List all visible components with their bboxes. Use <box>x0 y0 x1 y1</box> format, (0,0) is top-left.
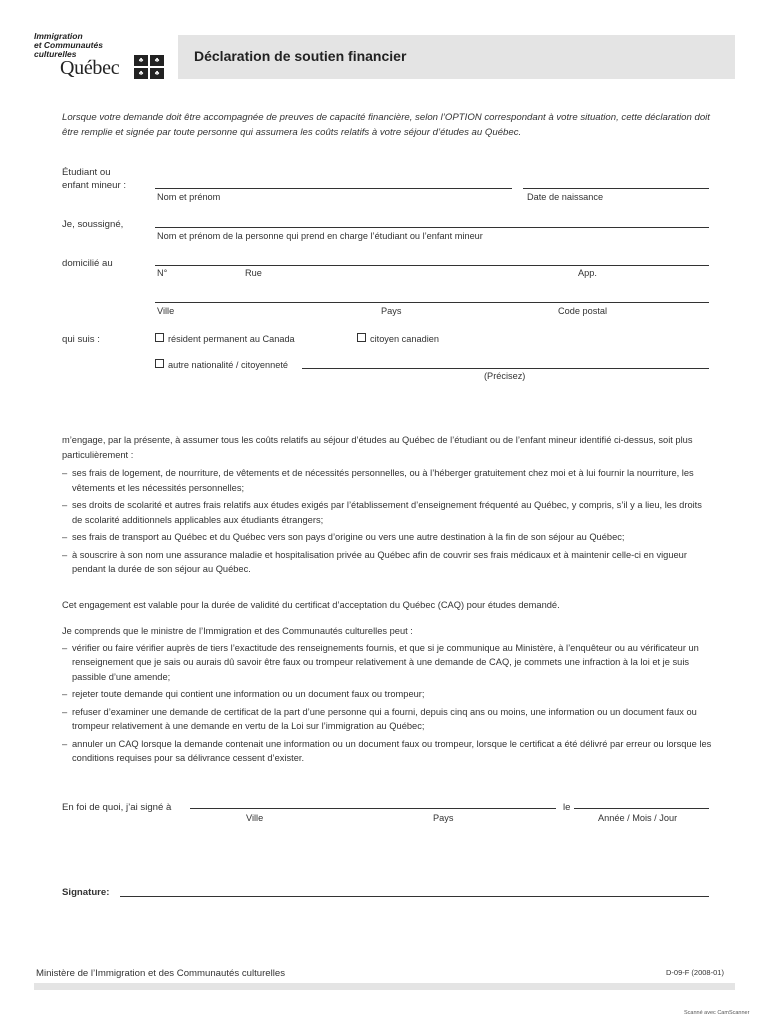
ministry-line-1: Immigration <box>34 31 83 41</box>
postal-caption: Code postal <box>558 306 608 316</box>
apt-caption: App. <box>578 268 597 278</box>
other-nationality-checkbox[interactable] <box>155 359 164 368</box>
form-code: D-09-F (2008-01) <box>666 968 724 977</box>
guardian-name-field[interactable] <box>155 227 709 228</box>
country-caption: Pays <box>381 306 402 316</box>
signature-field[interactable] <box>120 896 709 897</box>
ministry-logo-text <box>34 32 103 59</box>
option-citizen[interactable]: citoyen canadien <box>357 333 439 344</box>
minister-intro: Je comprends que le ministre de l’Immigration et des Communautés culturelles peut : <box>62 626 413 636</box>
domicile-label: domicilié au <box>62 258 113 269</box>
resident-checkbox[interactable] <box>155 333 164 342</box>
minister-item: – annuler un CAQ lorsque la demande contenait une information ou un document faux ou trompeur, lorsque le certificat a été délivré par erreur ou lorsque les conditions requises pour sa délivrance cessent d’exister. <box>62 738 712 763</box>
dob-caption: Date de naissance <box>527 192 604 202</box>
signing-country-caption: Pays <box>433 813 454 823</box>
commitment-section <box>62 433 712 577</box>
signing-city-caption: Ville <box>246 813 264 823</box>
le-label: le <box>563 802 571 813</box>
address-field[interactable] <box>155 265 709 266</box>
commitment-intro: m’engage, par la présente, à assumer tous les coûts relatifs au séjour d’études au Québec de l’étudiant ou de l’enfant mineur identifié ci-dessus, soit plus particulièrement : <box>62 435 693 460</box>
minister-item: – rejeter toute demande qui contient une information ou un document faux ou trompeur; <box>62 689 425 699</box>
student-label: Étudiant ou enfant mineur : <box>62 167 126 191</box>
undersigned-label: Je, soussigné, <box>62 219 124 230</box>
citizen-checkbox[interactable] <box>357 333 366 342</box>
signed-date-field[interactable] <box>574 808 709 809</box>
option-other[interactable]: autre nationalité / citoyenneté <box>155 359 288 370</box>
signature-label: Signature: <box>62 887 110 898</box>
scanner-watermark: Scanné avec CamScanner <box>684 1010 750 1016</box>
page-title: Déclaration de soutien financier <box>194 48 407 64</box>
student-name-field[interactable] <box>155 188 512 189</box>
commitment-item: – à souscrire à son nom une assurance maladie et hospitalisation privée au Québec afin de couvrir ses frais médicaux et à maintenir celle-ci en vigueur pendant la durée de son séjour au Québec. <box>62 549 687 574</box>
signed-at-label: En foi de quoi, j’ai signé à <box>62 802 172 813</box>
status-label: qui suis : <box>62 334 100 345</box>
signing-date-caption: Année / Mois / Jour <box>598 813 678 823</box>
city-country-postal-field[interactable] <box>155 302 709 303</box>
minister-item: – vérifier ou faire vérifier auprès de tiers l’exactitude des renseignements fournis, et que si je communique au Ministère, à l’enquêteur ou au vérificateur un renseignement que je sais ou aurais dû savoir être faux ou trompeur relativement à une demande de CAQ, je commets une infraction à la loi et je suis passible d’une amende; <box>62 642 699 682</box>
commitment-item: – ses droits de scolarité et autres frais relatifs aux études exigés par l’établissement d’enseignement fréquenté au Québec, y compris, s’il y a lieu, les droits de scolarité additionnels applicables aux étudiants étrangers; <box>62 500 702 525</box>
guardian-caption: Nom et prénom de la personne qui prend en charge l’étudiant ou l’enfant mineur <box>157 231 483 241</box>
ministry-line-3: culturelles <box>34 49 77 59</box>
quebec-flag-icon: ♣ ♣ ♣ ♣ <box>134 55 164 79</box>
commitment-item: – ses frais de logement, de nourriture, de vêtements et de nécessités personnelles, ou à l’héberger gratuitement chez moi et à lui fournir la nourriture, les vêtements et les nécessités personnelles; <box>62 468 694 493</box>
birthdate-field[interactable] <box>523 188 709 189</box>
footer-ministry: Ministère de l’Immigration et des Communautés culturelles <box>36 968 286 979</box>
minister-section <box>62 624 712 766</box>
ministry-line-2: et Communautés <box>34 40 103 50</box>
quebec-wordmark: Québec <box>60 57 120 79</box>
intro-paragraph: Lorsque votre demande doit être accompagnée de preuves de capacité financière, selon l’OPTION correspondant à votre situation, cette déclaration doit être remplie et signée par toute personne qui assumera les coûts relatifs à votre séjour d’études au Québec. <box>62 112 710 138</box>
minister-item: – refuser d’examiner une demande de certificat de la part d’une personne qui a fourni, depuis cinq ans ou moins, une information ou un document faux ou trompeur relativement à une demande en vertu de la Loi sur l’immigration au Québec; <box>62 706 697 731</box>
signed-place-field[interactable] <box>190 808 556 809</box>
city-caption: Ville <box>157 306 175 316</box>
validity-text: Cet engagement est valable pour la durée de validité du certificat d’acceptation du Québec (CAQ) pour études demandé. <box>62 600 560 610</box>
nationality-field[interactable] <box>302 368 709 369</box>
name-caption: Nom et prénom <box>157 192 221 202</box>
option-resident[interactable]: résident permanent au Canada <box>155 333 295 344</box>
street-caption: Rue <box>245 268 262 278</box>
specify-caption: (Précisez) <box>484 371 526 381</box>
footer-band <box>34 983 735 990</box>
commitment-item: – ses frais de transport au Québec et du Québec vers son pays d’origine ou vers une autre destination à la fin de son séjour au Québec; <box>62 532 625 542</box>
number-caption: N° <box>157 268 168 278</box>
